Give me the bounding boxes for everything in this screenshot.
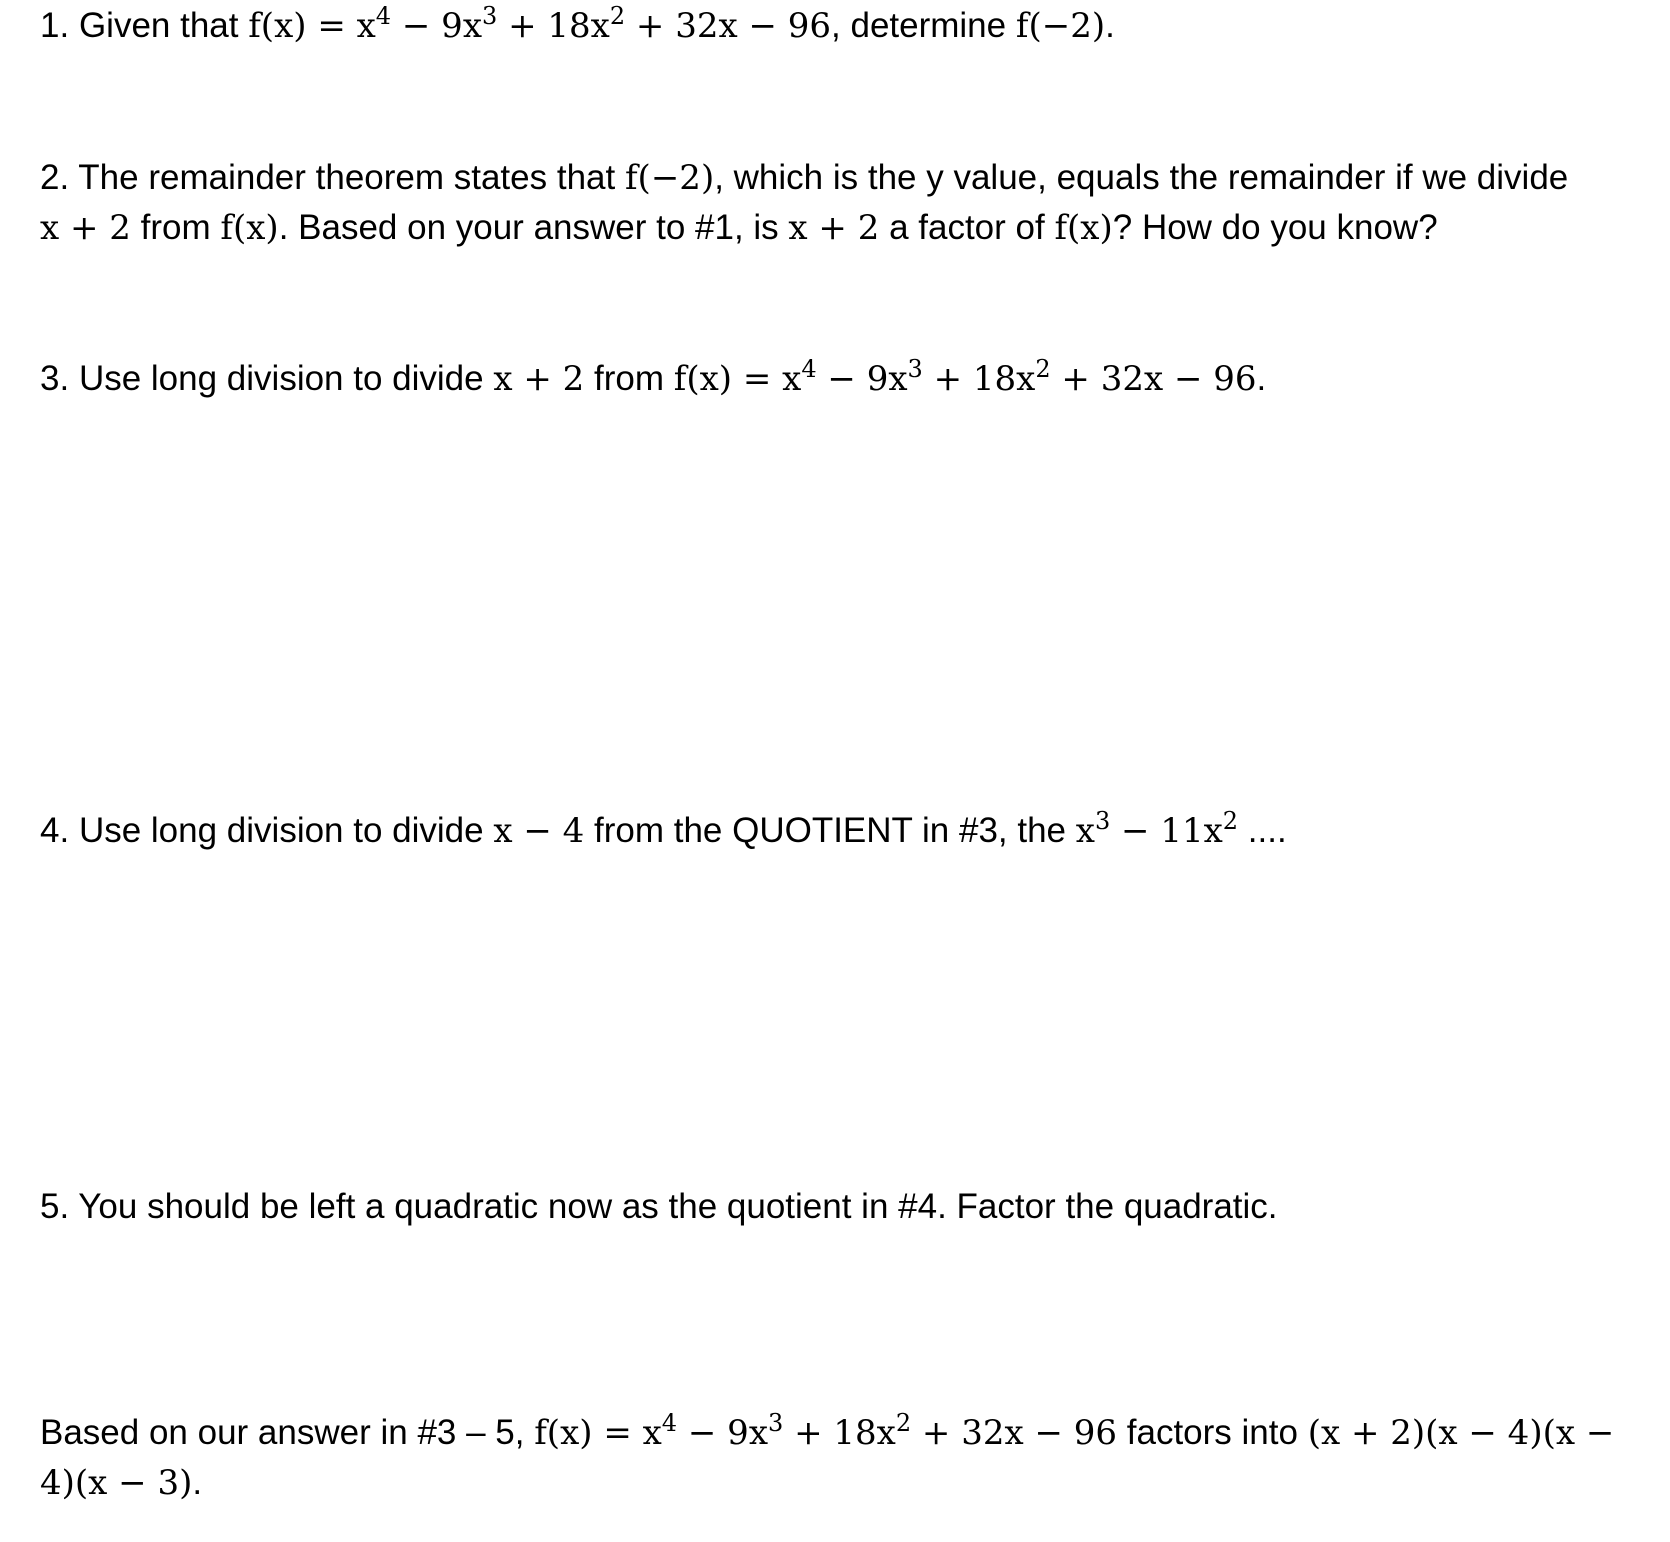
question-2-math-divisor: x + 2 [40,208,131,248]
summary-factorization-part-1: (x + 2)(x − 4)(x − [1307,1413,1615,1453]
question-3-math-divisor: x + 2 [493,359,585,399]
question-1-evaluation: f(−2) [1015,6,1106,46]
question-4-number: 4. [40,811,70,850]
summary-function-definition: $f(x) = x^4 - 9x^3 + 18x^2 + 32x - 96$ [534,1408,1118,1453]
question-2-math-factor: x + 2 [788,208,880,248]
question-1-text-b: , determine [831,6,1007,45]
question-1-function-definition: $f(x) = x^4 - 9x^3 + 18x^2 + 32x - 96$ [248,1,832,46]
question-5-number: 5. [40,1187,70,1226]
question-1-number: 1. [40,6,70,45]
question-3-number: 3. [40,359,70,398]
question-5 [40,1182,1640,1231]
question-2-line-2: x + 2 from f(x). Based on your answer to #1, is x + 2 a factor of f(x)? How do you know? [40,208,1438,248]
question-3-function-definition: $f(x) = x^4 - 9x^3 + 18x^2 + 32x - 96$ [673,354,1257,399]
question-1-text-a: Given that [78,6,239,45]
question-2-line-1: 2. The remainder theorem states that f(−2), which is the y value, equals the remainder if we divide [40,158,1569,198]
summary-statement [40,1408,1640,1508]
question-4: 4. Use long division to divide x − 4 from the QUOTIENT in #3, the $x^3 - 11x^2$ .... [40,806,1287,851]
summary-line-2: 4)(x − 3). [40,1463,203,1503]
question-2 [40,153,1640,253]
question-2-math-fx: f(x) [220,208,279,248]
question-2-math-f-neg2: f(−2) [624,158,715,198]
question-1: 1. Given that $f(x) = x^4 - 9x^3 + 18x^2 + 32x - 96$, determine f(−2). [40,1,1115,46]
question-4-math-divisor: x − 4 [493,811,585,851]
question-4-quotient-expression: $x^3 - 11x^2$ [1075,806,1239,851]
question-5-text: You should be left a quadratic now as the quotient in #4. Factor the quadratic. [78,1187,1278,1226]
summary-line-1: Based on our answer in #3 – 5, $f(x) = x^4 - 9x^3 + 18x^2 + 32x - 96$ factors into (x + 2)(x − 4)(x − [40,1408,1615,1453]
question-2-number: 2. [40,158,70,197]
question-3: 3. Use long division to divide x + 2 from $f(x) = x^4 - 9x^3 + 18x^2 + 32x - 96$. [40,354,1267,399]
question-2-math-fx-2: f(x) [1054,208,1113,248]
summary-factorization-part-2: 4)(x − 3) [40,1463,193,1503]
